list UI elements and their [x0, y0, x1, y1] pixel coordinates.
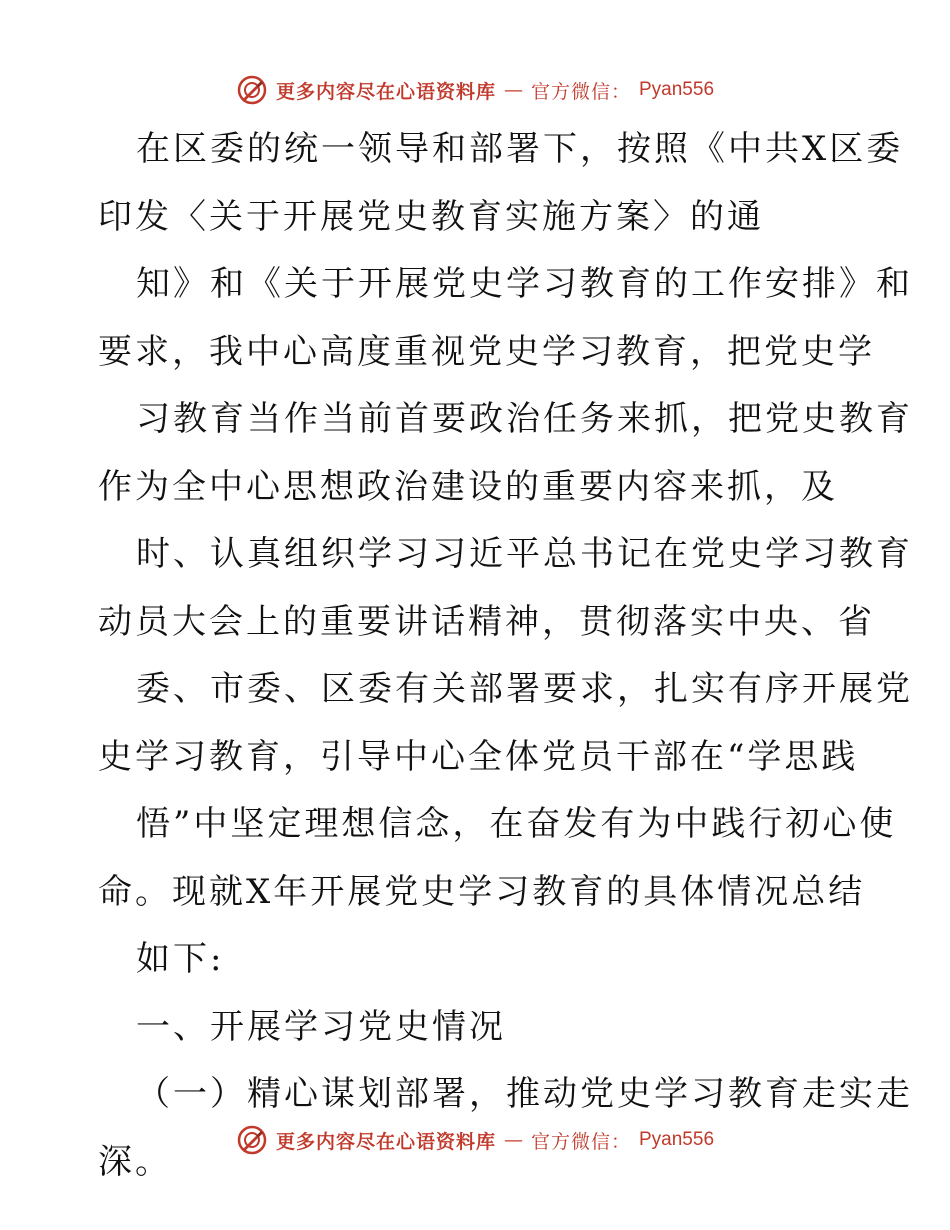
body-line: 深。: [98, 1141, 172, 1182]
banner-dash: —: [503, 79, 523, 101]
body-line: 委、市委、区委有关部署要求，扎实有序开展党: [136, 669, 913, 709]
body-line: 作为全中心思想政治建设的重要内容来抓，及: [98, 466, 838, 507]
banner-wechat-label: 官方微信：: [530, 80, 631, 103]
body-line: 习教育当作当前首要政治任务来抓，把党史教育: [136, 399, 913, 439]
body-line: 悟”中坚定理想信念，在奋发有为中践行初心使: [136, 804, 897, 844]
body-line: 动员大会上的重要讲话精神，贯彻落实中央、省: [98, 601, 875, 642]
banner-main-text: 更多内容尽在心语资料库: [275, 1130, 496, 1153]
section-heading: 一、开展学习党史情况: [136, 1006, 506, 1047]
body-line: 知》和《关于开展党史学习教育的工作安排》和: [136, 264, 913, 304]
banner-wechat-id: Pyan556: [639, 1129, 715, 1150]
body-line: 时、认真组织学习习近平总书记在党史学习教育: [136, 534, 913, 574]
subsection-heading: （一）精心谋划部署，推动党史学习教育走实走: [136, 1074, 913, 1114]
document-body: [0, 126, 950, 1206]
banner-dash: —: [503, 1129, 523, 1151]
footer-watermark-banner: [0, 1120, 950, 1160]
body-line: 印发〈关于开展党史教育实施方案〉的通: [98, 196, 764, 237]
body-line: 在区委的统一领导和部署下，按照《中共X区委: [136, 129, 904, 169]
body-line: 史学习教育，引导中心全体党员干部在“学思践: [98, 736, 859, 777]
brand-logo-icon: [236, 74, 268, 106]
header-watermark-banner: [0, 70, 950, 110]
body-line: 要求，我中心高度重视党史学习教育，把党史学: [98, 331, 875, 372]
body-line: 如下:: [136, 939, 225, 979]
banner-wechat-id: Pyan556: [639, 79, 715, 100]
banner-wechat-label: 官方微信：: [530, 1130, 631, 1153]
banner-main-text: 更多内容尽在心语资料库: [275, 80, 496, 103]
body-line: 命。现就X年开展党史学习教育的具体情况总结: [98, 871, 866, 912]
brand-logo-icon: [236, 1124, 268, 1156]
